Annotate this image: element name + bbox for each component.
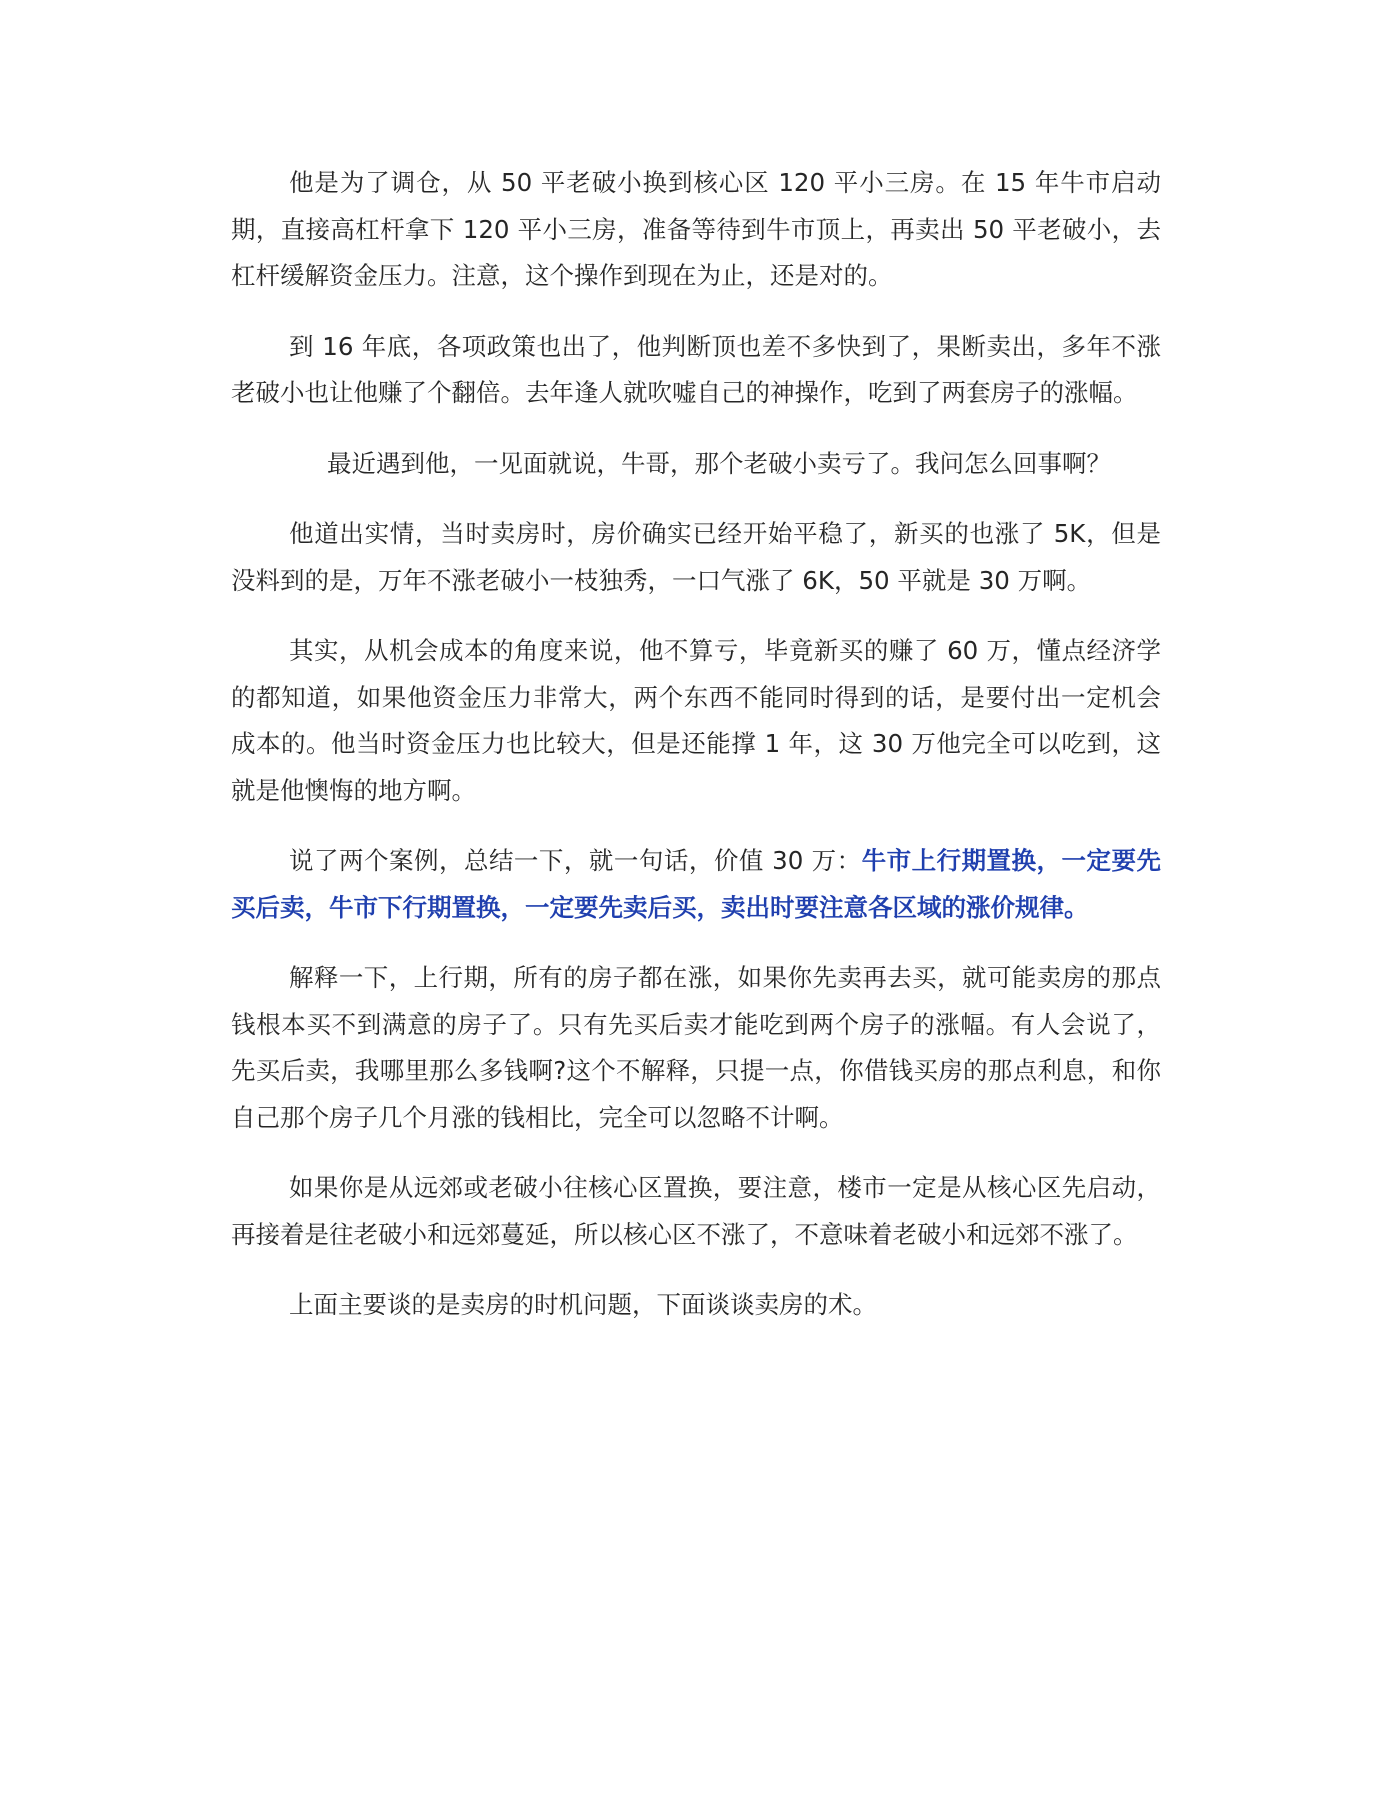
paragraph-8: 如果你是从远郊或老破小往核心区置换，要注意，楼市一定是从核心区先启动，再接着是往老破小和远郊蔓延，所以核心区不涨了，不意味着老破小和远郊不涨了。 [231,1173,1161,1249]
paragraph-3: 最近遇到他，一见面就说，牛哥，那个老破小卖亏了。我问怎么回事啊？ [327,448,1111,478]
summary-lead-text: 说了两个案例，总结一下，就一句话，价值 30 万： [289,846,862,875]
paragraph-6-summary [231,838,1161,931]
paragraph-9: 上面主要谈的是卖房的时机问题，下面谈谈卖房的术。 [289,1290,877,1319]
paragraph-5: 其实，从机会成本的角度来说，他不算亏，毕竟新买的赚了 60 万，懂点经济学的都知道，如果他资金压力非常大，两个东西不能同时得到的话，是要付出一定机会成本的。他当时资金压力也比较大，但是还能撑 1 年，这 30 万他完全可以吃到，这就是他懊悔的地方啊。 [231,636,1161,805]
paragraph-1: 他是为了调仓，从 50 平老破小换到核心区 120 平小三房。在 15 年牛市启动期，直接高杠杆拿下 120 平小三房，准备等待到牛市顶上，再卖出 50 平老破小，去杠杆缓解资金压力。注意，这个操作到现在为止，还是对的。 [231,168,1161,290]
paragraph-2: 到 16 年底，各项政策也出了，他判断顶也差不多快到了，果断卖出，多年不涨老破小也让他赚了个翻倍。去年逢人就吹嘘自己的神操作，吃到了两套房子的涨幅。 [231,331,1161,407]
paragraph-7: 解释一下，上行期，所有的房子都在涨，如果你先卖再去买，就可能卖房的那点钱根本买不到满意的房子了。只有先买后卖才能吃到两个房子的涨幅。有人会说了，先买后卖，我哪里那么多钱啊?这个不解释，只提一点，你借钱买房的那点利息，和你自己那个房子几个月涨的钱相比，完全可以忽略不计啊。 [231,963,1161,1132]
paragraph-4: 他道出实情，当时卖房时，房价确实已经开始平稳了，新买的也涨了 5K，但是没料到的是，万年不涨老破小一枝独秀，一口气涨了 6K，50 平就是 30 万啊。 [231,519,1161,595]
article-body [231,160,1161,1353]
summary-highlight-text: 牛市上行期置换，一定要先买后卖，牛市下行期置换，一定要先卖后买，卖出时要注意各区域的涨价规律。 [231,846,1162,922]
